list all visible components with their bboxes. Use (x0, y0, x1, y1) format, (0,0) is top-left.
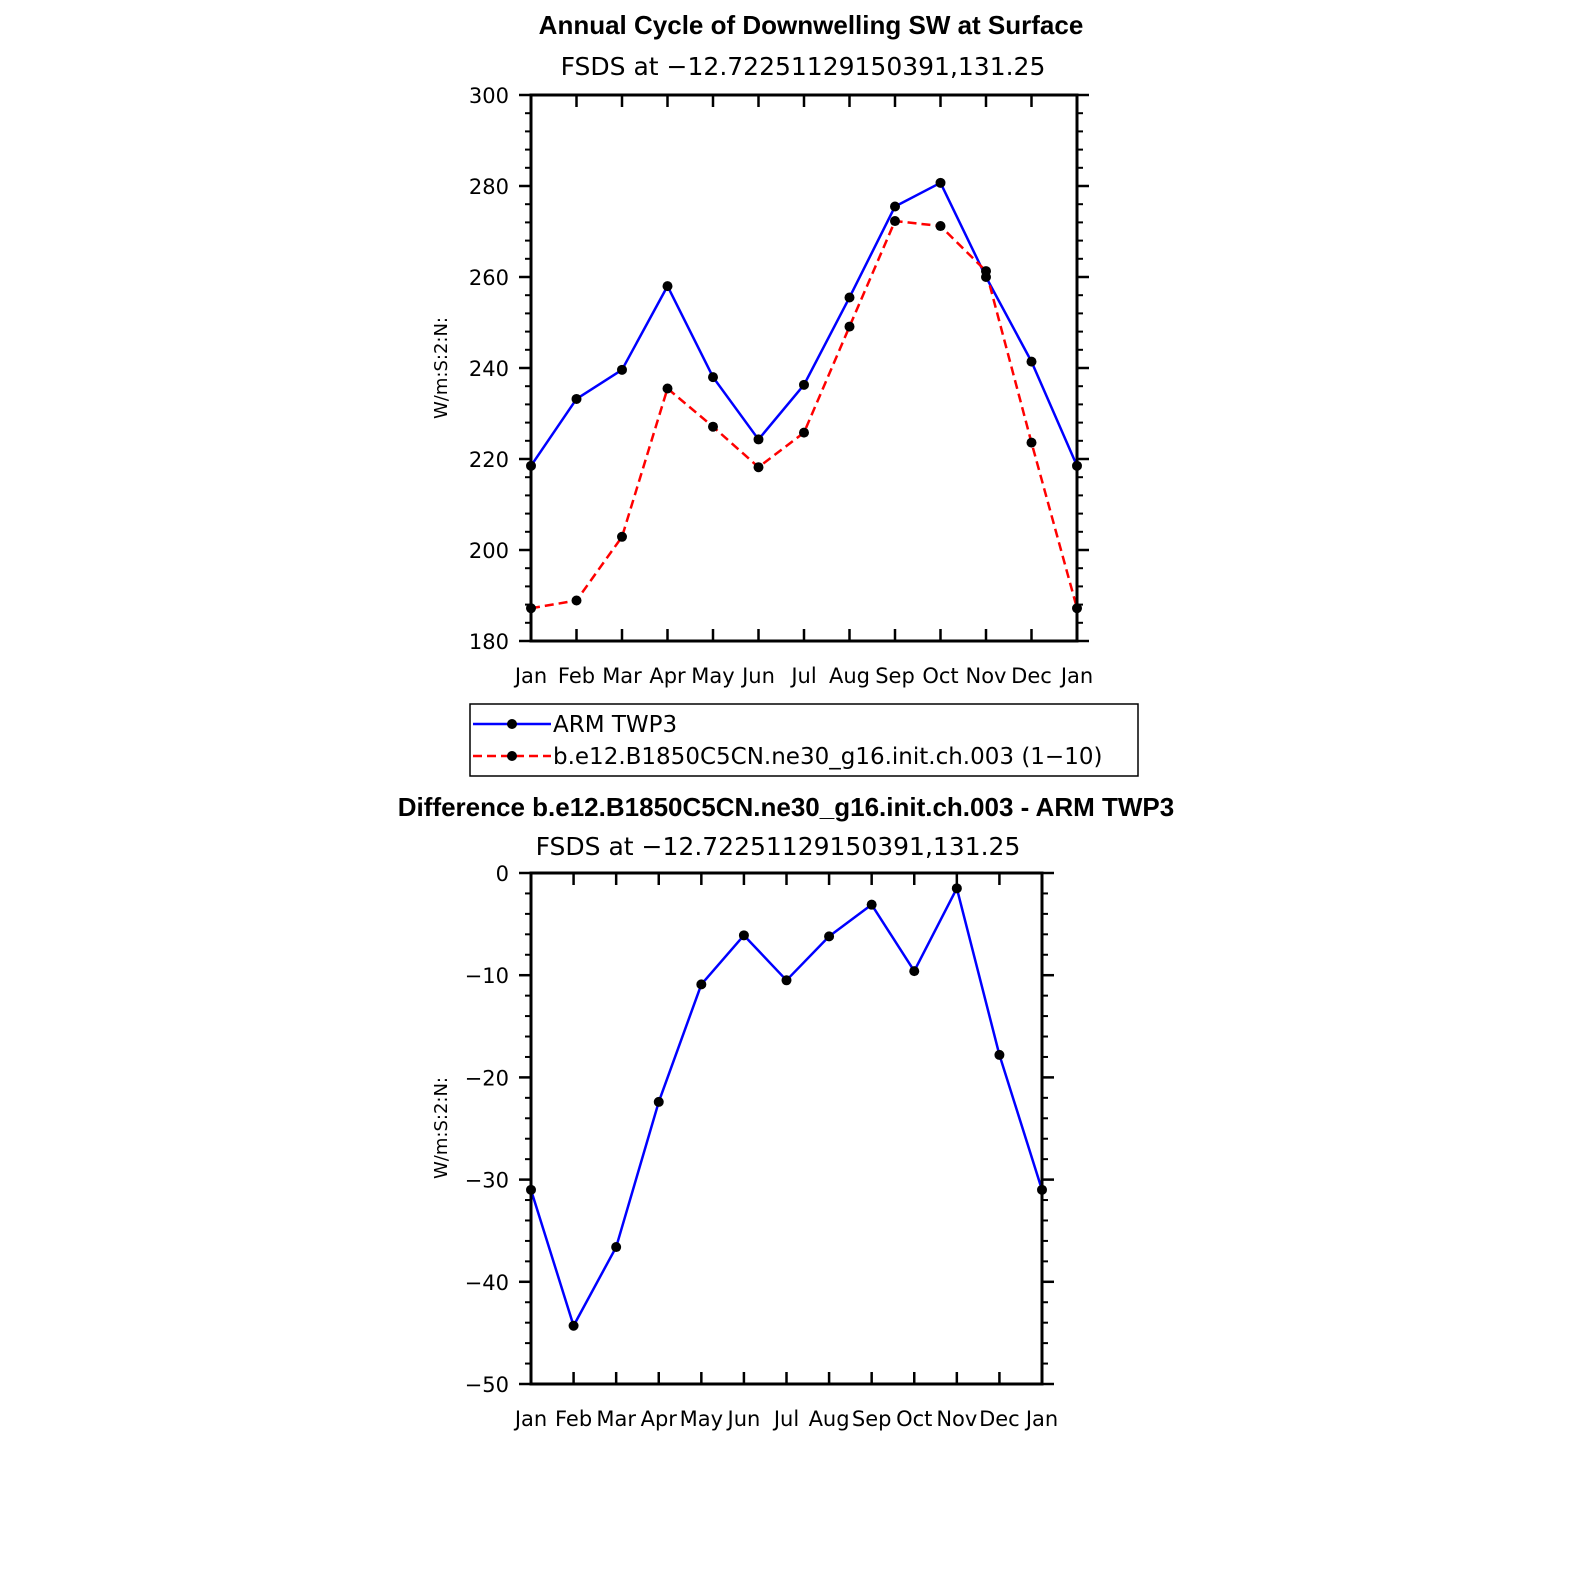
x-tick-label: Dec (1011, 664, 1052, 688)
x-tick-label: Jan (1025, 1407, 1059, 1431)
x-tick-label: Mar (596, 1407, 636, 1431)
y-axis-title: W/m:S:2:N: (431, 317, 452, 419)
data-point (696, 979, 706, 989)
x-tick-label: Jan (514, 1407, 548, 1431)
data-point (663, 383, 673, 393)
x-tick-label: Mar (602, 664, 642, 688)
series-lines (531, 888, 1042, 1325)
series-line (531, 221, 1077, 608)
data-point (663, 281, 673, 291)
data-point (981, 266, 991, 276)
x-tick-label: Oct (922, 664, 959, 688)
x-tick-label: Jan (1060, 664, 1094, 688)
y-tick-label: 200 (468, 539, 509, 563)
x-tick-label: Nov (936, 1407, 978, 1431)
legend-marker (507, 719, 517, 729)
y-tick-label: 0 (495, 862, 509, 886)
data-point (845, 292, 855, 302)
x-tick-label: Sep (875, 664, 915, 688)
tick-marks (519, 95, 1089, 641)
difference-chart (398, 792, 1174, 1431)
y-tick-label: −10 (464, 964, 509, 989)
series-line (531, 183, 1077, 466)
plot-frame (531, 873, 1042, 1384)
data-point (569, 1321, 579, 1331)
x-tick-label: Jun (742, 664, 775, 688)
legend (470, 704, 1138, 776)
data-point (754, 434, 764, 444)
y-tick-label: −20 (464, 1066, 509, 1091)
y-tick-labels (469, 84, 509, 654)
data-point (867, 900, 877, 910)
x-tick-label: Aug (828, 664, 871, 688)
chart-title: Difference b.e12.B1850C5CN.ne30_g16.init.ch.003 - ARM TWP3 (397, 792, 1175, 822)
chart-subtitle: FSDS at −12.72251129150391,131.25 (560, 52, 1046, 81)
y-tick-label: 260 (468, 266, 509, 290)
y-tick-label: 280 (468, 175, 509, 199)
data-point (799, 428, 809, 438)
y-tick-label: −50 (464, 1373, 509, 1397)
chart-title: Annual Cycle of Downwelling SW at Surface (538, 10, 1084, 40)
data-point (754, 462, 764, 472)
data-point (782, 975, 792, 985)
data-point (936, 178, 946, 188)
x-tick-label: Feb (557, 664, 596, 688)
data-point (799, 380, 809, 390)
data-point (572, 596, 582, 606)
data-point (611, 1242, 621, 1252)
legend-label: ARM TWP3 (553, 712, 678, 738)
data-point (708, 422, 718, 432)
x-tick-label: Jul (773, 1407, 800, 1431)
x-tick-label: Aug (808, 1407, 850, 1431)
legend-marker (507, 751, 517, 761)
data-point (845, 322, 855, 332)
y-tick-label: 240 (468, 357, 509, 381)
data-point (572, 394, 582, 404)
data-point (739, 930, 749, 940)
data-point (654, 1097, 664, 1107)
x-tick-label: Jan (514, 664, 548, 688)
data-point (824, 931, 834, 941)
y-tick-label: 220 (468, 448, 509, 472)
data-point (890, 216, 900, 226)
x-tick-label: May (679, 1407, 724, 1431)
series-lines (531, 183, 1077, 608)
legend-entry-model (473, 744, 1102, 770)
data-point (890, 201, 900, 211)
data-point (1027, 357, 1037, 367)
y-tick-label: 180 (468, 630, 509, 654)
series-line (531, 888, 1042, 1325)
x-tick-label: Feb (554, 1407, 593, 1431)
legend-label: b.e12.B1850C5CN.ne30_g16.init.ch.003 (1−10) (553, 744, 1103, 770)
y-tick-label: −30 (464, 1168, 509, 1193)
data-point (617, 365, 627, 375)
plot-frame (531, 95, 1077, 641)
x-tick-labels (513, 664, 1093, 688)
data-point (952, 883, 962, 893)
data-point (617, 532, 627, 542)
data-point (909, 966, 919, 976)
data-point (708, 372, 718, 382)
y-tick-labels (465, 862, 509, 1397)
series-markers (526, 883, 1047, 1330)
x-tick-label: Apr (640, 1407, 677, 1431)
x-tick-label: Dec (979, 1407, 1020, 1431)
x-tick-label: Jul (791, 664, 817, 688)
x-tick-label: Apr (649, 664, 686, 688)
y-tick-label: 300 (468, 84, 509, 108)
x-tick-labels (513, 1407, 1058, 1431)
data-point (994, 1050, 1004, 1060)
annual-cycle-chart (431, 10, 1093, 688)
data-point (936, 221, 946, 231)
chart-subtitle: FSDS at −12.72251129150391,131.25 (535, 832, 1021, 861)
series-markers (526, 178, 1082, 613)
x-tick-label: May (691, 664, 735, 688)
x-tick-label: Oct (896, 1407, 933, 1431)
x-tick-label: Jun (727, 1407, 761, 1431)
x-tick-label: Sep (851, 1407, 892, 1431)
x-tick-label: Nov (965, 664, 1007, 688)
y-tick-label: −40 (464, 1270, 509, 1295)
data-point (1027, 438, 1037, 448)
y-axis-title: W/m:S:2:N: (431, 1077, 452, 1179)
